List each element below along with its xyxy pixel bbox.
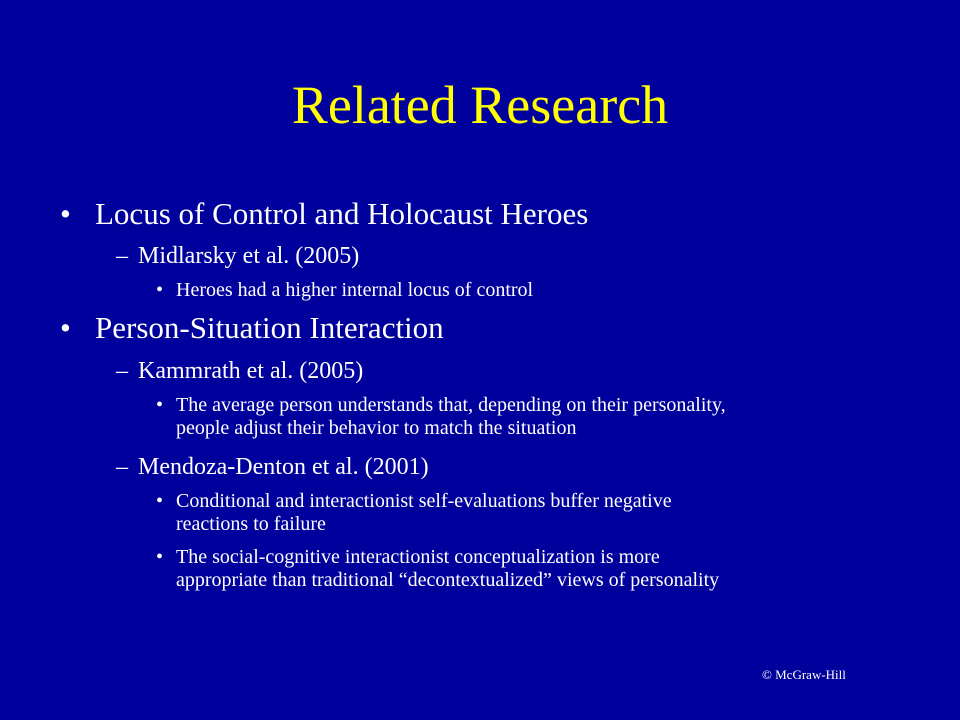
sub-item-text: Midlarsky et al. (2005) xyxy=(138,243,360,269)
bullet-text: Person-Situation Interaction xyxy=(95,310,444,345)
sub-item-kammrath xyxy=(116,357,363,385)
bullet-marker: • xyxy=(156,546,164,568)
copyright-footer: © McGraw-Hill xyxy=(762,667,846,682)
dash-marker: – xyxy=(116,358,128,384)
point-item xyxy=(156,394,926,440)
sub-item-midlarsky xyxy=(116,242,359,270)
bullet-item-locus-of-control xyxy=(60,196,588,232)
bullet-marker: • xyxy=(156,490,164,512)
point-item xyxy=(156,279,926,302)
point-item xyxy=(156,490,926,536)
bullet-item-person-situation xyxy=(60,310,444,346)
bullet-marker: • xyxy=(156,279,164,301)
point-item xyxy=(156,546,926,592)
bullet-marker: • xyxy=(156,394,164,416)
point-text: The average person understands that, depending on their personality, people adjust their behavior to match the situation xyxy=(176,394,726,439)
point-text: Conditional and interactionist self-evaluations buffer negative reactions to failure xyxy=(176,490,672,535)
slide-title: Related Research xyxy=(291,75,669,135)
sub-item-text: Kammrath et al. (2005) xyxy=(138,358,364,384)
point-text: Heroes had a higher internal locus of control xyxy=(176,279,534,301)
sub-item-mendoza-denton xyxy=(116,453,429,481)
dash-marker: – xyxy=(116,243,128,269)
bullet-text: Locus of Control and Holocaust Heroes xyxy=(95,196,589,231)
dash-marker: – xyxy=(116,454,128,480)
bullet-marker: • xyxy=(60,196,71,231)
point-text: The social-cognitive interactionist conceptualization is more appropriate than traditional “decontextualized” views of personality xyxy=(176,546,720,591)
bullet-marker: • xyxy=(60,310,71,345)
sub-item-text: Mendoza-Denton et al. (2001) xyxy=(138,454,429,480)
